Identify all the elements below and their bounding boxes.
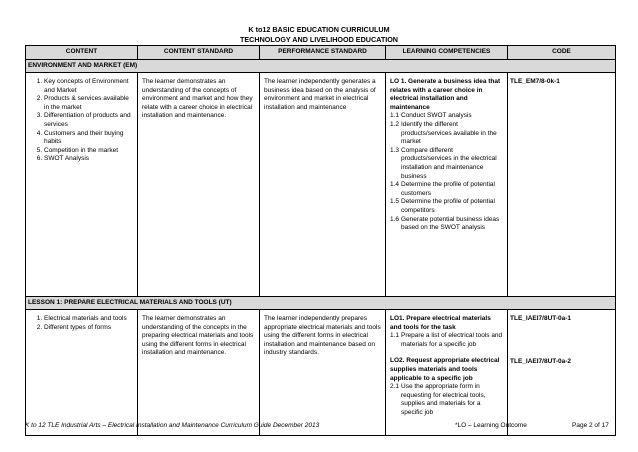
- content-cell: [26, 73, 138, 297]
- learning-outcome-title: LO 1. Generate a business idea that relates with a career choice in electrical installation and maintenance: [390, 78, 501, 111]
- section-title: LESSON 1: PREPARE ELECTRICAL MATERIALS AND TOOLS (UT): [26, 297, 616, 310]
- competency-number: 1.4: [390, 181, 400, 189]
- section-header-row: [26, 60, 616, 73]
- competency-item: [390, 216, 503, 233]
- content-cell: [26, 310, 138, 436]
- competency-text: Determine the profile of potential customers: [401, 181, 495, 197]
- table-row: [26, 310, 616, 436]
- competency-item: [390, 383, 503, 417]
- curriculum-table: [25, 45, 616, 436]
- competency-text: Determine the profile of potential competitors: [401, 198, 495, 214]
- competency-item: [390, 147, 503, 181]
- competency-text: Compare different products/services in the electrical installation and maintenance business: [401, 146, 497, 180]
- competency-text: Prepare a list of electrical tools and materials for a specific job: [401, 332, 503, 348]
- competency-text: Use the appropriate form in requesting for electrical tools, supplies and materials for a specific job: [401, 383, 486, 416]
- table-header-row: [26, 46, 616, 60]
- competency-number: 1.6: [390, 215, 400, 223]
- footer-page-number: Page 2 of 17: [572, 422, 609, 429]
- column-header-performance-standard: PERFORMANCE STANDARD: [260, 46, 386, 60]
- content-item: 4. Customers and their buying habits: [44, 130, 133, 147]
- curriculum-subtitle: TECHNOLOGY AND LIVELIHOOD EDUCATION: [240, 35, 398, 44]
- competency-code: TLE_EM7/8-0k-1: [510, 78, 560, 85]
- code-cell: [508, 73, 616, 297]
- content-standard-cell: The learner demonstrates an understanding of the concepts in the preparing electrical materials and tools using the different forms in electrical installation and maintenance.: [138, 310, 260, 436]
- competency-text: Identify the different products/services available in the market: [401, 120, 497, 146]
- content-item: 1. Electrical materials and tools: [44, 315, 133, 324]
- footer-document-title: K to 12 TLE Industrial Arts – Electrical Installation and Maintenance Curriculum Guide December 2013: [25, 422, 320, 429]
- learning-competencies-cell: [386, 73, 508, 297]
- competency-item: [390, 332, 503, 349]
- footer-legend: *LO – Learning Outcome: [455, 422, 527, 429]
- competency-text: Conduct SWOT analysis: [401, 112, 472, 120]
- competency-number: 2.1: [390, 383, 400, 391]
- content-item: 2. Different types of forms: [44, 324, 133, 333]
- section-header-row: [26, 297, 616, 310]
- content-item: 3. Differentiation of products and services: [44, 112, 133, 129]
- column-header-learning-competencies: LEARNING COMPETENCIES: [386, 46, 508, 60]
- learning-outcome-title: LO2. Request appropriate electrical supplies materials and tools applicable to a specific job: [390, 357, 500, 382]
- competency-number: 1.1: [390, 112, 400, 120]
- competency-text: Generate potential business ideas based on the SWOT analysis: [401, 215, 500, 232]
- curriculum-title: K to12 BASIC EDUCATION CURRICULUM: [248, 25, 390, 34]
- competency-item: [390, 198, 503, 215]
- column-header-content: CONTENT: [26, 46, 138, 60]
- content-item: 1. Key concepts of Environment and Market: [44, 78, 133, 95]
- competency-code: TLE_IAEI7/8UT-0a-2: [510, 357, 572, 365]
- learning-outcome-title: LO1. Prepare electrical materials and tools for the task: [390, 315, 491, 331]
- performance-standard-cell: The learner independently prepares appropriate electrical materials and tools using the different forms in electrical installation and maintenance based on industry standards.: [260, 310, 386, 436]
- competency-number: 1.1: [390, 332, 400, 340]
- learning-competencies-cell: [386, 310, 508, 436]
- content-item: 6. SWOT Analysis: [44, 155, 133, 164]
- performance-standard-cell: The learner independently generates a business idea based on the analysis of environment and market in electrical installation and maintenance: [260, 73, 386, 297]
- table-row: [26, 73, 616, 297]
- column-header-content-standard: CONTENT STANDARD: [138, 46, 260, 60]
- column-header-code: CODE: [508, 46, 616, 60]
- content-standard-cell: The learner demonstrates an understanding of the concepts of environment and market and how they relate with a career choice in electrical installation and maintenance.: [138, 73, 260, 297]
- code-cell: [508, 310, 616, 436]
- competency-item: [390, 112, 503, 121]
- competency-number: 1.2: [390, 120, 400, 128]
- competency-number: 1.5: [390, 198, 400, 206]
- competency-item: [390, 121, 503, 147]
- section-title: ENVIRONMENT AND MARKET (EM): [26, 60, 616, 73]
- competency-code: TLE_IAEI7/8UT-0a-1: [510, 315, 572, 322]
- competency-number: 1.3: [390, 146, 400, 154]
- content-item: 2. Products & services available in the market: [44, 95, 133, 112]
- competency-item: [390, 181, 503, 198]
- content-item: 5. Competition in the market: [44, 147, 133, 156]
